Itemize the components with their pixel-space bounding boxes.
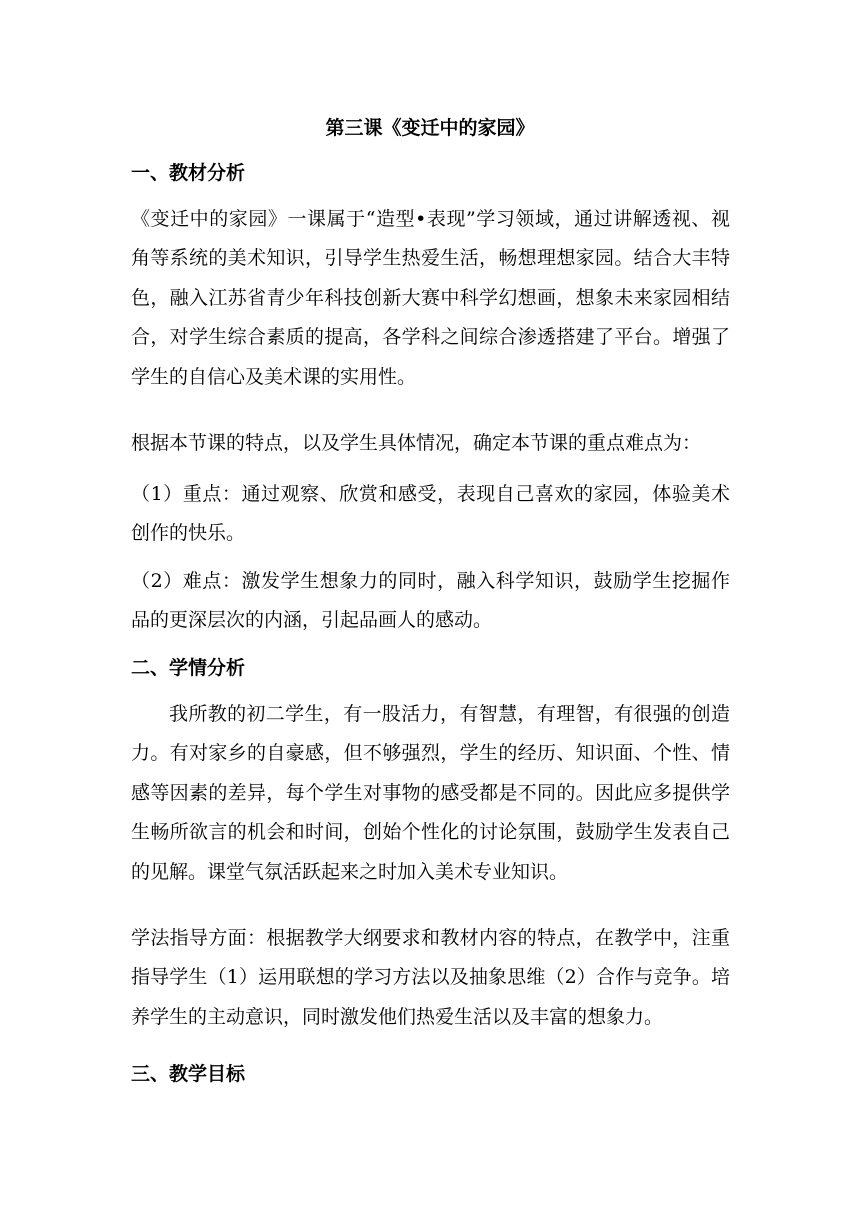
- section-heading-textbook-analysis: 一、教材分析: [131, 162, 246, 184]
- paragraph-textbook-overview: 《变迁中的家园》一课属于“造型•表现”学习领域，通过讲解透视、视角等系统的美术知识，引导学生热爱生活，畅想理想家园。结合大丰特色，融入江苏省青少年科技创新大赛中科学幻想画，想象未来家园相结合，对学生综合素质的提高，各学科之间综合渗透搭建了平台。增强了学生的自信心及美术课的实用性。: [131, 208, 730, 388]
- document-title: 第三课《变迁中的家园》: [325, 117, 535, 139]
- paragraph-key-points-intro: 根据本节课的特点，以及学生具体情况，确定本节课的重点难点为：: [131, 432, 702, 454]
- paragraph-student-analysis: 我所教的初二学生，有一股活力，有智慧，有理智，有很强的创造力。有对家乡的自豪感，但不够强烈，学生的经历、知识面、个性、情感等因素的差异，每个学生对事物的感受都是不同的。因此应多提供学生畅所欲言的机会和时间，创始个性化的讨论氛围，鼓励学生发表自己的见解。课堂气氛活跃起来之时加入美术专业知识。: [131, 703, 730, 883]
- paragraph-difficult-point: （2）难点：激发学生想象力的同时，融入科学知识，鼓励学生挖掘作品的更深层次的内涵，引起品画人的感动。: [131, 570, 730, 632]
- section-heading-student-analysis: 二、学情分析: [131, 657, 246, 679]
- paragraph-key-point: （1）重点：通过观察、欣赏和感受，表现自己喜欢的家园，体验美术创作的快乐。: [131, 483, 730, 545]
- section-heading-teaching-goals: 三、教学目标: [131, 1063, 246, 1085]
- paragraph-study-method: 学法指导方面：根据教学大纲要求和教材内容的特点，在教学中，注重指导学生（1）运用联想的学习方法以及抽象思维（2）合作与竞争。培养学生的主动意识，同时激发他们热爱生活以及丰富的想象力。: [131, 927, 730, 1028]
